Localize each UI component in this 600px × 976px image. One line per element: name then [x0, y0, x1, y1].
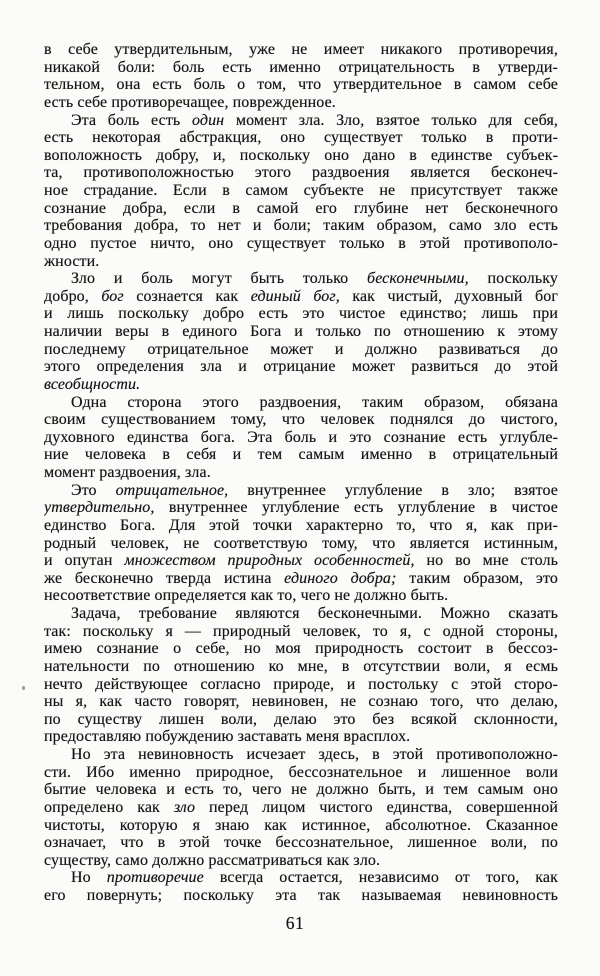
- text-run: всегда остается, независимо от того, как: [203, 869, 558, 887]
- italic-text-run: утвердительно,: [44, 499, 155, 517]
- text-run: поскольку: [468, 270, 558, 288]
- text-line: [44, 305, 558, 323]
- text-run: никакой боли: боль есть именно отрицательность в утверди-: [44, 58, 558, 76]
- text-line: [44, 852, 558, 870]
- text-line: [44, 394, 558, 412]
- text-run: добро,: [44, 287, 102, 305]
- text-run: Одна сторона этого раздвоения, таким образом, обязана: [71, 393, 558, 411]
- text-line: [44, 288, 558, 306]
- text-line: [44, 59, 558, 77]
- text-line: [44, 235, 558, 253]
- text-run: существу, само должно рассматриваться как зло.: [44, 851, 381, 869]
- text-line: [44, 623, 558, 641]
- text-run: сти. Ибо именно природное, бессознательное и лишенное воли: [44, 763, 558, 781]
- text-line: [44, 817, 558, 835]
- text-line: [44, 164, 558, 182]
- text-run: есть себе противоречащее, поврежденное.: [44, 93, 336, 111]
- text-run: так: поскольку я — природный человек, то я, с одной стороны,: [44, 622, 558, 640]
- text-run: та, противоположностью этого раздвоения является бесконеч-: [44, 164, 558, 182]
- text-line: [44, 482, 558, 500]
- italic-text-run: бог: [101, 287, 124, 305]
- text-run: жности.: [44, 252, 100, 270]
- paragraph: [44, 746, 558, 869]
- text-run: перед лицом чистого единства, совершенной: [195, 798, 558, 816]
- text-run: чистоты, которую я знаю как истинное, абсолютное. Сказанное: [44, 816, 558, 834]
- text-run: последнему отрицательное может и должно развиваться до: [44, 340, 558, 358]
- paragraph: [44, 112, 558, 271]
- text-line: [44, 834, 558, 852]
- text-run: одно пустое ничто, оно существует только в этой противополо-: [44, 234, 558, 252]
- text-run: тельном, она есть боль о том, что утвердительное в самом себе: [44, 76, 558, 94]
- text-run: имею сознание о себе, но моя природность состоит в бессоз-: [44, 640, 558, 658]
- italic-text-run: отрицательное,: [115, 481, 229, 499]
- text-line: [44, 658, 558, 676]
- text-run: и лишь поскольку добро есть это чистое единство; лишь при: [44, 305, 558, 323]
- text-line: [44, 411, 558, 429]
- text-line: [44, 112, 558, 130]
- text-line: [44, 358, 558, 376]
- text-line: [44, 76, 558, 94]
- text-run: и опутан: [44, 552, 125, 570]
- text-run: Но эта невиновность исчезает здесь, в этой противоположно-: [71, 746, 558, 763]
- text-run: несоответствие определяется как то, чего не должно быть.: [44, 587, 449, 605]
- italic-text-run: зло: [173, 798, 196, 816]
- text-line: [44, 676, 558, 694]
- text-run: момент раздвоения, зла.: [44, 464, 211, 481]
- text-run: наличии веры в единого Бога и только по отношению к этому: [44, 323, 558, 340]
- text-run: его повернуть; поскольку эта так называемая невиновность: [44, 887, 558, 904]
- text-line: [44, 869, 558, 887]
- paragraph: [44, 482, 558, 605]
- text-run: воположность добру, и, поскольку оно дано в единстве субъек-: [44, 146, 558, 164]
- text-run: сознание добра, если в самой его глубине нет бесконечного: [44, 199, 558, 217]
- text-line: [44, 552, 558, 570]
- text-line: [44, 499, 558, 517]
- italic-text-run: один: [191, 111, 225, 129]
- text-run: единство Бога. Для этой точки характерно то, что я, как при-: [44, 516, 558, 534]
- text-line: [44, 728, 558, 746]
- text-line: [44, 711, 558, 729]
- text-line: [44, 764, 558, 782]
- text-line: [44, 605, 558, 623]
- italic-text-run: бесконечными,: [367, 270, 469, 288]
- text-run: ние человека в себя и тем самым именно в отрицательный: [44, 446, 558, 464]
- text-block: [44, 41, 558, 905]
- text-run: есть некоторая абстракция, оно существует только в проти-: [44, 129, 558, 147]
- paragraph: [44, 41, 558, 112]
- text-run: как чистый, духовный бог: [339, 287, 558, 305]
- paragraph: [44, 394, 558, 482]
- text-line: [44, 693, 558, 711]
- text-line: [44, 200, 558, 218]
- scan-speck: [22, 686, 25, 690]
- text-run: сознается как: [123, 287, 251, 305]
- text-run: этого определения зла и отрицание может развиться до этой: [44, 358, 558, 376]
- text-line: [44, 781, 558, 799]
- text-run: требования добра, то нет и боли; таким образом, само зло есть: [44, 217, 558, 235]
- text-run: Эта боль есть: [71, 111, 192, 129]
- text-run: родный человек, не соответствую тому, что является истинным,: [44, 534, 558, 552]
- italic-text-run: противоречие: [106, 869, 204, 887]
- text-run: Это: [71, 481, 116, 499]
- text-line: [44, 746, 558, 764]
- text-run: в себе утвердительным, уже не имеет никакого противоречия,: [44, 41, 558, 58]
- text-run: момент зла. Зло, взятое только для себя,: [224, 111, 558, 129]
- text-run: нечто действующее согласно природе, и постольку с этой сторо-: [44, 675, 558, 693]
- text-run: означает, что в этой точке бессознательное, лишенное воли, по: [44, 834, 558, 852]
- italic-text-run: множеством природных особенностей,: [124, 552, 415, 570]
- text-line: [44, 41, 558, 59]
- page-number: 61: [285, 913, 305, 933]
- text-line: [44, 147, 558, 165]
- text-run: бытие человека и есть то, чего не должно быть, и тем самым оно: [44, 781, 558, 799]
- text-line: [44, 570, 558, 588]
- text-run: внутреннее углубление есть углубление в чистое: [154, 499, 558, 517]
- text-line: [44, 376, 558, 394]
- italic-text-run: всеобщности.: [44, 375, 141, 393]
- text-run: духовного единства бога. Эта боль и это сознание есть углубле-: [44, 428, 558, 446]
- text-run: ны я, как часто говорят, невиновен, не сознаю того, что делаю,: [44, 693, 558, 711]
- text-line: [44, 129, 558, 147]
- text-run: своим существованием тому, что человек поднялся до чистого,: [44, 411, 558, 429]
- text-run: Но: [71, 869, 107, 887]
- text-line: [44, 799, 558, 817]
- text-run: же бесконечно тверда истина: [44, 569, 285, 587]
- text-line: [44, 270, 558, 288]
- text-line: [44, 323, 558, 341]
- text-line: [44, 887, 558, 905]
- text-run: определено как: [44, 798, 174, 816]
- text-line: [44, 253, 558, 271]
- text-run: внутреннее углубление в зло; взятое: [228, 481, 558, 499]
- text-run: нательности по отношению ко мне, в отсутствии воли, я есмь: [44, 657, 558, 675]
- text-line: [44, 640, 558, 658]
- italic-text-run: единый бог,: [250, 287, 340, 305]
- text-run: Зло и боль могут быть только: [71, 270, 368, 288]
- text-line: [44, 94, 558, 112]
- text-run: Задача, требование являются бесконечными. Можно сказать: [71, 605, 558, 622]
- text-run: по существу лишен воли, делаю это без всякой склонности,: [44, 710, 558, 728]
- text-line: [44, 587, 558, 605]
- text-line: [44, 217, 558, 235]
- text-run: предоставляю побуждению заставать меня врасплох.: [44, 728, 411, 746]
- paragraph: [44, 270, 558, 393]
- text-line: [44, 464, 558, 482]
- text-run: ное страдание. Если в самом субъекте не присутствует также: [44, 182, 558, 199]
- text-line: [44, 517, 558, 535]
- text-run: но во мне столь: [414, 552, 558, 570]
- text-line: [44, 535, 558, 553]
- text-line: [44, 182, 558, 200]
- text-line: [44, 341, 558, 359]
- text-line: [44, 446, 558, 464]
- paragraph: [44, 869, 558, 904]
- text-line: [44, 429, 558, 447]
- paragraph: [44, 605, 558, 746]
- text-run: таким образом, это: [396, 569, 558, 587]
- italic-text-run: единого добра;: [284, 569, 397, 587]
